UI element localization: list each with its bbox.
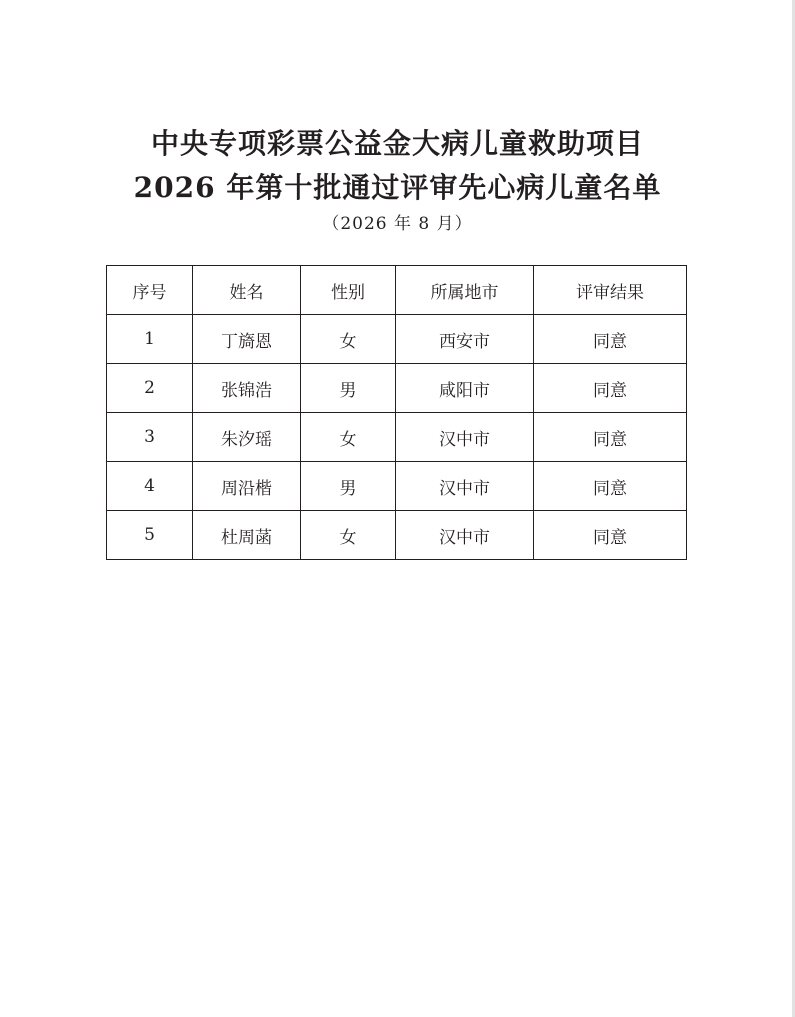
document-date: （2026 年 8 月）: [322, 214, 473, 234]
table-row: [107, 364, 687, 413]
cell-name: 朱汐瑶: [193, 413, 301, 462]
table-row: [107, 511, 687, 560]
cell-gender: 男: [301, 364, 396, 413]
cell-review-result: 同意: [534, 364, 687, 413]
header-city: 所属地市: [396, 266, 534, 315]
document-title-line1: 中央专项彩票公益金大病儿童救助项目: [150, 127, 644, 160]
cell-serial-number: 4: [107, 462, 193, 511]
header-gender: 性别: [301, 266, 396, 315]
header-review-result: 评审结果: [534, 266, 687, 315]
cell-review-result: 同意: [534, 413, 687, 462]
cell-gender: 男: [301, 462, 396, 511]
cell-serial-number: 2: [107, 364, 193, 413]
table-row: [107, 315, 687, 364]
results-table: [106, 265, 687, 560]
cell-review-result: 同意: [534, 511, 687, 560]
cell-city: 西安市: [396, 315, 534, 364]
cell-gender: 女: [301, 315, 396, 364]
cell-gender: 女: [301, 413, 396, 462]
document-title-line2: 2026 年第十批通过评审先心病儿童名单: [133, 171, 662, 204]
cell-gender: 女: [301, 511, 396, 560]
header-serial-number: 序号: [107, 266, 193, 315]
cell-review-result: 同意: [534, 315, 687, 364]
cell-name: 周沿楷: [193, 462, 301, 511]
cell-name: 张锦浩: [193, 364, 301, 413]
cell-name: 杜周菡: [193, 511, 301, 560]
table-row: [107, 413, 687, 462]
cell-serial-number: 5: [107, 511, 193, 560]
cell-name: 丁旖恩: [193, 315, 301, 364]
cell-city: 汉中市: [396, 413, 534, 462]
table-row: [107, 462, 687, 511]
header-name: 姓名: [193, 266, 301, 315]
table-header-row: [107, 266, 687, 315]
cell-serial-number: 3: [107, 413, 193, 462]
cell-serial-number: 1: [107, 315, 193, 364]
cell-city: 汉中市: [396, 511, 534, 560]
cell-city: 咸阳市: [396, 364, 534, 413]
cell-review-result: 同意: [534, 462, 687, 511]
cell-city: 汉中市: [396, 462, 534, 511]
